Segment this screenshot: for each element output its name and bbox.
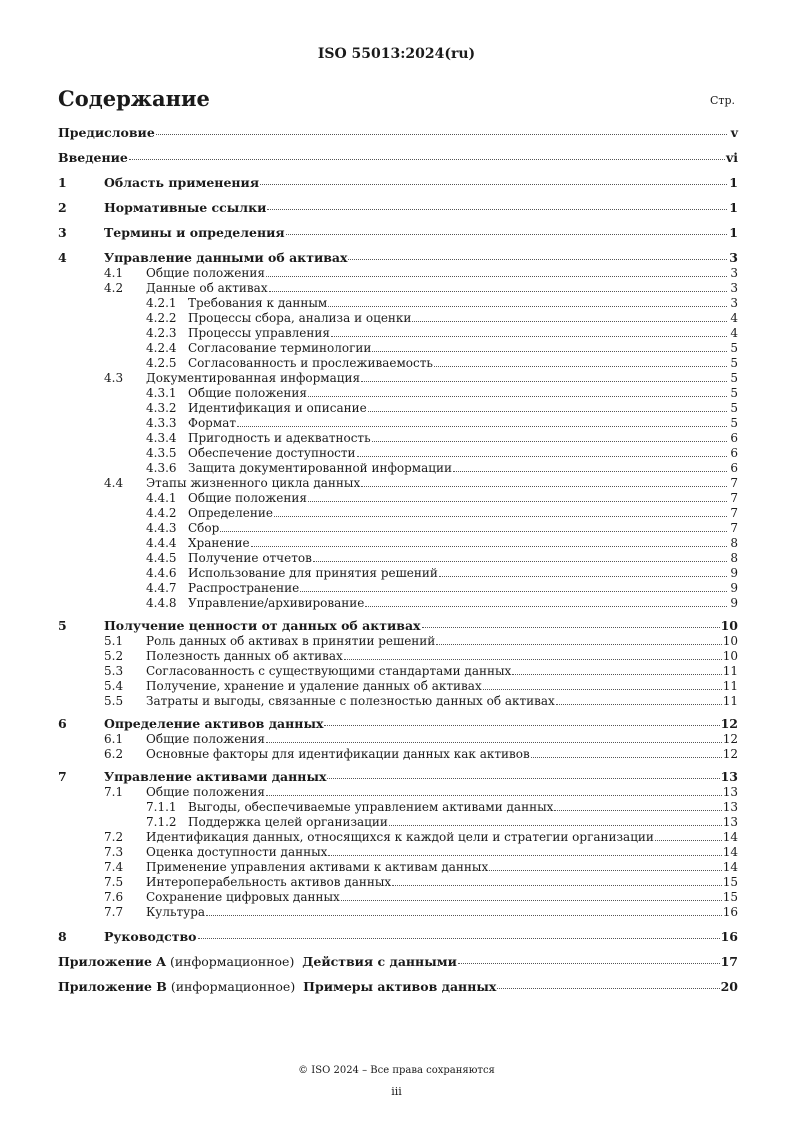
toc-leader-dots xyxy=(267,199,727,210)
toc-entry-page: 13 xyxy=(720,769,738,784)
toc-entry-title: Обеспечение доступности xyxy=(188,446,356,460)
toc-leader-dots xyxy=(328,845,721,856)
toc-entry-page: 10 xyxy=(722,649,738,663)
toc-entry-number: 4.1 xyxy=(104,266,124,280)
toc-entry[interactable] xyxy=(58,174,738,191)
toc-entry-page: 8 xyxy=(730,551,738,565)
toc-entry-number: 4.3.1 xyxy=(146,386,177,400)
toc-entry[interactable] xyxy=(58,124,738,141)
toc-entry-title: Защита документированной информации xyxy=(188,461,452,475)
toc-entry-title: Поддержка целей организации xyxy=(188,815,388,829)
toc-entry-number: 7.3 xyxy=(104,845,124,859)
toc-entry-title: Интероперабельность активов данных xyxy=(146,875,392,889)
toc-entry[interactable] xyxy=(58,845,738,860)
toc-entry-title: Получение, хранение и удаление данных об активах xyxy=(146,679,482,693)
toc-leader-dots xyxy=(331,326,727,337)
toc-entry-page: 10 xyxy=(720,618,738,633)
toc-entry-title: Процессы сбора, анализа и оценки xyxy=(188,311,412,325)
toc-leader-dots xyxy=(274,506,727,517)
toc-entry-title: Согласованность и прослеживаемость xyxy=(188,356,433,370)
toc-entry[interactable] xyxy=(58,732,738,747)
toc-entry-title: Управление данными об активах xyxy=(104,250,348,265)
table-of-contents xyxy=(58,124,738,995)
toc-entry-title: Данные об активах xyxy=(146,281,268,295)
toc-leader-dots xyxy=(341,890,722,901)
toc-leader-dots xyxy=(198,928,720,939)
toc-leader-dots xyxy=(269,281,727,292)
toc-entry-title: Введение xyxy=(58,150,128,165)
toc-entry-number: 7.1.1 xyxy=(146,800,177,814)
toc-entry[interactable] xyxy=(58,326,738,341)
toc-leader-dots xyxy=(434,356,727,367)
toc-entry-number: 7.6 xyxy=(104,890,124,904)
toc-entry-number: 4.4 xyxy=(104,476,124,490)
toc-leader-dots xyxy=(531,747,722,758)
toc-entry[interactable] xyxy=(58,890,738,905)
toc-leader-dots xyxy=(365,596,727,607)
toc-entry-page: 4 xyxy=(730,326,738,340)
toc-entry-page: 5 xyxy=(730,386,738,400)
toc-entry-number: 6 xyxy=(58,716,67,731)
toc-entry-title: Выгоды, обеспечиваемые управлением активами данных xyxy=(188,800,554,814)
toc-annex-type: (информационное) xyxy=(166,979,304,994)
toc-entry[interactable] xyxy=(58,649,738,664)
toc-entry-page: 9 xyxy=(730,566,738,580)
toc-entry[interactable] xyxy=(58,386,738,401)
toc-entry-title: Роль данных об активах в принятии решений xyxy=(146,634,436,648)
toc-entry-title: Формат xyxy=(188,416,236,430)
toc-entry-page: 1 xyxy=(729,200,738,215)
toc-leader-dots xyxy=(286,224,727,235)
toc-entry-title: Пригодность и адекватность xyxy=(188,431,371,445)
toc-entry-number: 7 xyxy=(58,769,67,784)
toc-entry-title: Приложение A xyxy=(58,954,166,969)
toc-entry-title: Культура xyxy=(146,905,206,919)
toc-entry-page: 11 xyxy=(722,679,738,693)
toc-leader-dots xyxy=(357,446,727,457)
toc-entry[interactable] xyxy=(58,860,738,875)
toc-entry-number: 4.4.1 xyxy=(146,491,177,505)
toc-entry[interactable] xyxy=(58,356,738,371)
toc-leader-dots xyxy=(361,371,727,382)
toc-entry-number: 4.4.7 xyxy=(146,581,177,595)
toc-leader-dots xyxy=(372,431,727,442)
page-column-label: Стр. xyxy=(709,94,735,107)
toc-entry-title: Нормативные ссылки xyxy=(104,200,267,215)
toc-entry-title: Распространение xyxy=(188,581,300,595)
toc-entry-page: 7 xyxy=(730,491,738,505)
toc-entry-number: 4.4.2 xyxy=(146,506,177,520)
toc-entry-number: 5.5 xyxy=(104,694,124,708)
toc-entry-title: Общие положения xyxy=(188,491,307,505)
toc-entry[interactable] xyxy=(58,224,738,241)
toc-leader-dots xyxy=(328,296,727,307)
toc-entry-title: Предисловие xyxy=(58,125,155,140)
toc-entry[interactable] xyxy=(58,596,738,611)
toc-entry-page: 12 xyxy=(722,732,738,746)
toc-entry-page: 11 xyxy=(722,664,738,678)
toc-entry-title: Идентификация данных, относящихся к каждой цели и стратегии организации xyxy=(146,830,654,844)
toc-entry[interactable] xyxy=(58,506,738,521)
toc-leader-dots xyxy=(412,311,727,322)
toc-entry-page: 5 xyxy=(730,356,738,370)
toc-entry-number: 4.2.5 xyxy=(146,356,177,370)
toc-entry-number: 5.2 xyxy=(104,649,124,663)
toc-entry-number: 4.3.3 xyxy=(146,416,177,430)
toc-annex-type: (информационное) xyxy=(165,954,303,969)
toc-leader-dots xyxy=(251,536,727,547)
toc-entry-page: 13 xyxy=(722,800,738,814)
toc-entry-page: 15 xyxy=(722,890,738,904)
toc-entry-number: 7.1 xyxy=(104,785,124,799)
toc-entry-page: 7 xyxy=(730,476,738,490)
toc-leader-dots xyxy=(361,476,727,487)
toc-leader-dots xyxy=(308,491,727,502)
toc-leader-dots xyxy=(554,800,721,811)
toc-entry-page: 3 xyxy=(730,281,738,295)
toc-entry-title: Общие положения xyxy=(146,732,265,746)
toc-leader-dots xyxy=(220,521,727,532)
toc-entry-number: 8 xyxy=(58,929,67,944)
toc-leader-dots xyxy=(436,634,721,645)
toc-entry-number: 5 xyxy=(58,618,67,633)
toc-leader-dots xyxy=(300,581,727,592)
toc-entry-page: v xyxy=(730,125,738,140)
toc-leader-dots xyxy=(206,905,722,916)
toc-entry-title: Использование для принятия решений xyxy=(188,566,438,580)
toc-entry[interactable] xyxy=(58,341,738,356)
toc-leader-dots xyxy=(308,386,727,397)
toc-entry-page: 14 xyxy=(722,860,738,874)
toc-leader-dots xyxy=(313,551,727,562)
toc-entry-page: 12 xyxy=(720,716,738,731)
toc-entry[interactable] xyxy=(58,266,738,281)
toc-leader-dots xyxy=(156,124,727,135)
toc-entry[interactable] xyxy=(58,875,738,890)
toc-entry-number: 4.2.1 xyxy=(146,296,177,310)
toc-entry-number: 5.1 xyxy=(104,634,124,648)
toc-entry-page: 1 xyxy=(729,175,738,190)
toc-entry-page: 6 xyxy=(730,461,738,475)
toc-entry[interactable] xyxy=(58,905,738,920)
toc-entry-page: 5 xyxy=(730,371,738,385)
toc-entry-number: 4.3.2 xyxy=(146,401,177,415)
toc-entry-page: 15 xyxy=(722,875,738,889)
toc-entry-number: 4.4.8 xyxy=(146,596,177,610)
toc-entry-title: Руководство xyxy=(104,929,197,944)
toc-entry-page: 14 xyxy=(722,845,738,859)
toc-entry-title: Идентификация и описание xyxy=(188,401,367,415)
toc-entry-number: 4.2.3 xyxy=(146,326,177,340)
document-header: ISO 55013:2024(ru) xyxy=(317,46,476,62)
toc-entry[interactable] xyxy=(58,978,738,995)
toc-entry-title: Согласованность с существующими стандартами данных xyxy=(146,664,512,678)
toc-entry-title: Этапы жизненного цикла данных xyxy=(146,476,361,490)
toc-entry[interactable] xyxy=(58,446,738,461)
toc-entry-title: Управление активами данных xyxy=(104,769,327,784)
toc-entry[interactable] xyxy=(58,371,738,386)
toc-entry[interactable] xyxy=(58,149,738,166)
toc-entry[interactable] xyxy=(58,476,738,491)
toc-entry-number: 4.3.5 xyxy=(146,446,177,460)
copyright-notice: © ISO 2024 – Все права сохраняются xyxy=(298,1065,495,1076)
toc-entry-number: 4.2.2 xyxy=(146,311,177,325)
toc-entry[interactable] xyxy=(58,281,738,296)
toc-entry-page: 13 xyxy=(722,785,738,799)
toc-entry-number: 4.4.3 xyxy=(146,521,177,535)
toc-entry-title: Определение активов данных xyxy=(104,716,324,731)
toc-entry-page: 17 xyxy=(720,954,738,969)
toc-annex-title: Примеры активов данных xyxy=(303,979,497,994)
toc-entry-page: 4 xyxy=(730,311,738,325)
toc-entry-title: Основные факторы для идентификации данных как активов xyxy=(146,747,530,761)
toc-entry-title: Хранение xyxy=(188,536,250,550)
toc-leader-dots xyxy=(266,266,727,277)
toc-entry[interactable] xyxy=(58,311,738,326)
toc-entry-page: 5 xyxy=(730,416,738,430)
toc-entry-page: 7 xyxy=(730,506,738,520)
toc-entry-number: 7.7 xyxy=(104,905,124,919)
toc-entry-title: Процессы управления xyxy=(188,326,330,340)
toc-entry-page: 3 xyxy=(730,266,738,280)
toc-entry-title: Требования к данным xyxy=(188,296,328,310)
toc-entry-number: 3 xyxy=(58,225,67,240)
toc-entry[interactable] xyxy=(58,830,738,845)
toc-entry[interactable] xyxy=(58,416,738,431)
toc-entry[interactable] xyxy=(58,617,738,634)
toc-leader-dots xyxy=(453,461,727,472)
toc-leader-dots xyxy=(129,149,725,160)
toc-entry-page: vi xyxy=(725,150,738,165)
toc-entry-title: Оценка доступности данных xyxy=(146,845,328,859)
toc-entry-number: 5.4 xyxy=(104,679,124,693)
toc-leader-dots xyxy=(368,401,727,412)
toc-entry[interactable] xyxy=(58,199,738,216)
toc-leader-dots xyxy=(266,732,722,743)
toc-entry-page: 11 xyxy=(722,694,738,708)
toc-entry-title: Определение xyxy=(188,506,273,520)
toc-leader-dots xyxy=(458,953,720,964)
toc-entry[interactable] xyxy=(58,953,738,970)
toc-entry-page: 9 xyxy=(730,596,738,610)
toc-leader-dots xyxy=(266,785,722,796)
toc-leader-dots xyxy=(655,830,722,841)
toc-entry-number: 4.3.6 xyxy=(146,461,177,475)
toc-entry-page: 3 xyxy=(729,250,738,265)
toc-entry-number: 1 xyxy=(58,175,67,190)
toc-entry-page: 3 xyxy=(730,296,738,310)
toc-entry-title: Область применения xyxy=(104,175,260,190)
toc-entry-title: Затраты и выгоды, связанные с полезностью данных об активах xyxy=(146,694,555,708)
toc-entry-number: 4.3.4 xyxy=(146,431,177,445)
toc-leader-dots xyxy=(483,679,722,690)
toc-entry-page: 16 xyxy=(720,929,738,944)
toc-entry-page: 16 xyxy=(722,905,738,919)
toc-entry-number: 6.1 xyxy=(104,732,124,746)
toc-entry[interactable] xyxy=(58,491,738,506)
toc-annex-title: Действия с данными xyxy=(302,954,457,969)
toc-entry[interactable] xyxy=(58,401,738,416)
toc-leader-dots xyxy=(324,715,719,726)
toc-entry-page: 6 xyxy=(730,431,738,445)
toc-entry[interactable] xyxy=(58,715,738,732)
toc-entry[interactable] xyxy=(58,768,738,785)
toc-entry[interactable] xyxy=(58,536,738,551)
toc-entry-number: 6.2 xyxy=(104,747,124,761)
toc-entry[interactable] xyxy=(58,249,738,266)
toc-entry-title: Приложение B xyxy=(58,979,167,994)
toc-leader-dots xyxy=(489,860,722,871)
toc-entry-number: 4.4.6 xyxy=(146,566,177,580)
toc-leader-dots xyxy=(344,649,722,660)
toc-leader-dots xyxy=(439,566,727,577)
toc-entry-page: 20 xyxy=(720,979,738,994)
toc-leader-dots xyxy=(422,617,720,628)
toc-entry-title: Документированная информация xyxy=(146,371,361,385)
toc-leader-dots xyxy=(260,174,727,185)
toc-entry-number: 7.4 xyxy=(104,860,124,874)
toc-leader-dots xyxy=(327,768,719,779)
toc-entry-number: 4.4.5 xyxy=(146,551,177,565)
toc-entry-page: 5 xyxy=(730,401,738,415)
toc-entry-title: Согласование терминологии xyxy=(188,341,372,355)
toc-entry[interactable] xyxy=(58,747,738,762)
page-title: Содержание xyxy=(58,86,210,111)
toc-entry-number: 4.2.4 xyxy=(146,341,177,355)
toc-entry-page: 14 xyxy=(722,830,738,844)
toc-entry-page: 1 xyxy=(729,225,738,240)
toc-entry[interactable] xyxy=(58,521,738,536)
toc-entry-title: Сбор xyxy=(188,521,220,535)
toc-entry-number: 4.4.4 xyxy=(146,536,177,550)
toc-entry[interactable] xyxy=(58,461,738,476)
toc-entry[interactable] xyxy=(58,296,738,311)
toc-entry[interactable] xyxy=(58,551,738,566)
toc-entry-title: Получение отчетов xyxy=(188,551,312,565)
toc-entry[interactable] xyxy=(58,800,738,815)
toc-leader-dots xyxy=(389,815,722,826)
toc-entry-title: Управление/архивирование xyxy=(188,596,365,610)
toc-entry[interactable] xyxy=(58,566,738,581)
toc-entry-title: Общие положения xyxy=(146,266,265,280)
toc-entry-number: 7.1.2 xyxy=(146,815,177,829)
toc-leader-dots xyxy=(348,249,727,260)
toc-entry-title: Термины и определения xyxy=(104,225,285,240)
toc-entry-number: 4.2 xyxy=(104,281,124,295)
toc-entry-page: 10 xyxy=(722,634,738,648)
toc-entry-title: Полезность данных об активах xyxy=(146,649,343,663)
toc-entry-number: 7.5 xyxy=(104,875,124,889)
toc-entry-number: 2 xyxy=(58,200,67,215)
toc-entry-page: 9 xyxy=(730,581,738,595)
toc-entry-title: Сохранение цифровых данных xyxy=(146,890,340,904)
toc-entry-page: 12 xyxy=(722,747,738,761)
toc-leader-dots xyxy=(497,978,719,989)
toc-entry[interactable] xyxy=(58,664,738,679)
toc-entry[interactable] xyxy=(58,679,738,694)
toc-entry-title: Общие положения xyxy=(146,785,265,799)
toc-leader-dots xyxy=(237,416,727,427)
toc-entry-page: 8 xyxy=(730,536,738,550)
toc-entry[interactable] xyxy=(58,785,738,800)
toc-entry-title: Получение ценности от данных об активах xyxy=(104,618,421,633)
toc-entry[interactable] xyxy=(58,928,738,945)
toc-entry-number: 7.2 xyxy=(104,830,124,844)
toc-entry-page: 5 xyxy=(730,341,738,355)
toc-leader-dots xyxy=(512,664,721,675)
toc-entry[interactable] xyxy=(58,634,738,649)
toc-entry-title: Общие положения xyxy=(188,386,307,400)
toc-leader-dots xyxy=(372,341,727,352)
toc-entry-number: 5.3 xyxy=(104,664,124,678)
toc-leader-dots xyxy=(392,875,722,886)
toc-entry-number: 4.3 xyxy=(104,371,124,385)
toc-entry[interactable] xyxy=(58,815,738,830)
toc-entry-number: 4 xyxy=(58,250,67,265)
page-number: iii xyxy=(391,1085,402,1098)
toc-leader-dots xyxy=(556,694,722,705)
toc-entry-page: 7 xyxy=(730,521,738,535)
toc-entry-page: 6 xyxy=(730,446,738,460)
toc-entry[interactable] xyxy=(58,694,738,709)
toc-entry[interactable] xyxy=(58,581,738,596)
toc-entry-page: 13 xyxy=(722,815,738,829)
toc-entry-title: Применение управления активами к активам данных xyxy=(146,860,489,874)
toc-entry[interactable] xyxy=(58,431,738,446)
